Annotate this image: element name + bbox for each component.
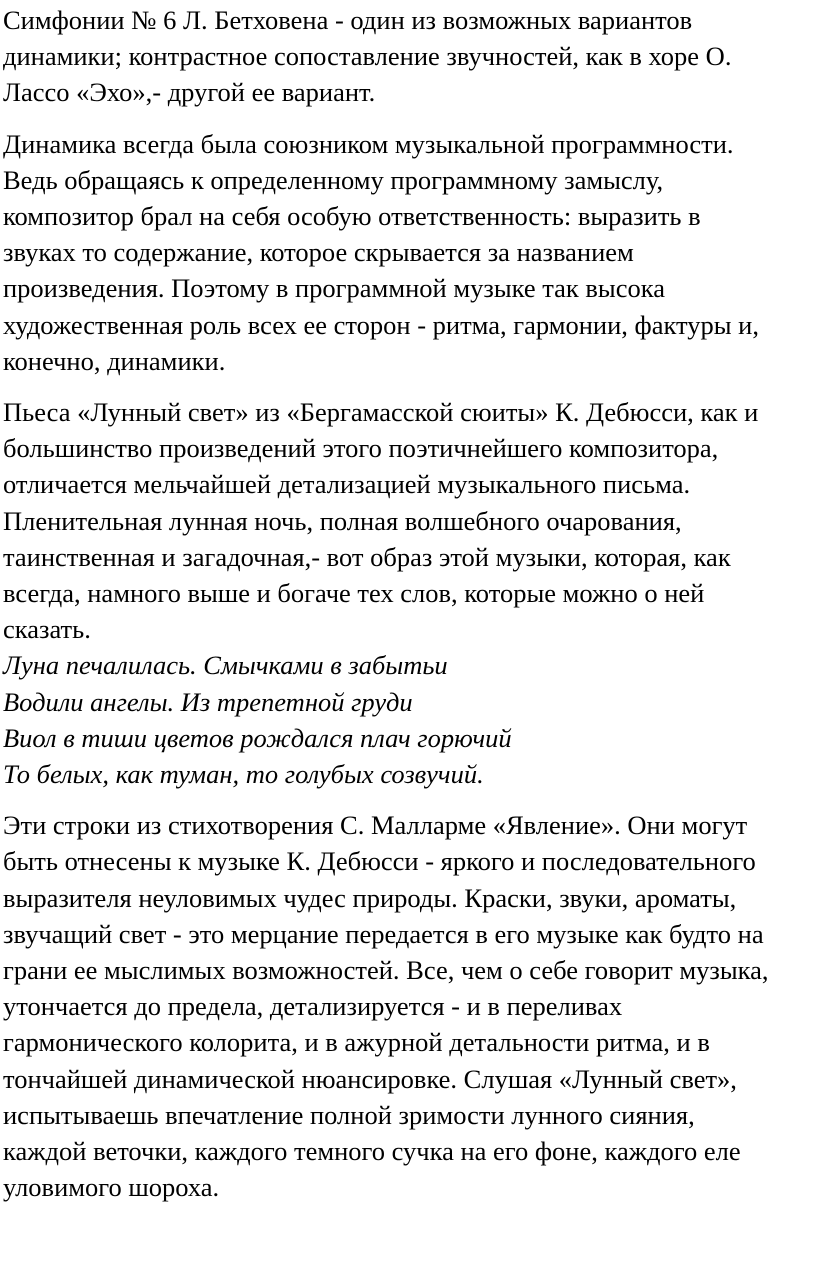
- poem-line: Луна печалилась. Смычками в забытьи: [3, 650, 448, 681]
- text-line: художественная роль всех ее сторон - ритма, гармонии, фактуры и,: [3, 309, 759, 340]
- text-line: отличается мельчайшей детализацией музыкального письма.: [3, 469, 691, 500]
- text-line: всегда, намного выше и богаче тех слов, которые можно о ней: [3, 578, 705, 609]
- text-line: Пьеса «Лунный свет» из «Бергамасской сюиты» К. Дебюсси, как и: [3, 397, 759, 428]
- poem-quote: [3, 647, 812, 792]
- text-line: Динамика всегда была союзником музыкальной программности.: [3, 128, 734, 159]
- text-line: грани ее мыслимых возможностей. Все, чем о себе говорит музыка,: [3, 955, 769, 986]
- text-line: уловимого шороха.: [3, 1172, 220, 1203]
- text-line: динамики; контрастное сопоставление звучностей, как в хоре О.: [3, 41, 732, 72]
- text-line: тончайшей динамической нюансировке. Слушая «Лунный свет»,: [3, 1063, 737, 1094]
- text-line: сказать.: [3, 614, 91, 645]
- text-line: утончается до предела, детализируется - и в переливах: [3, 991, 623, 1022]
- text-line: Симфонии № 6 Л. Бетховена - один из возможных вариантов: [3, 5, 693, 35]
- text-line: композитор брал на себя особую ответственность: выразить в: [3, 201, 701, 232]
- text-line: Лассо «Эхо»,- другой ее вариант.: [3, 77, 376, 108]
- text-line: произведения. Поэтому в программной музыке так высока: [3, 273, 665, 304]
- text-line: таинственная и загадочная,- вот образ этой музыки, которая, как: [3, 541, 731, 572]
- paragraph-clair-de-lune: [3, 394, 812, 647]
- text-line: гармонического колорита, и в ажурной детальности ритма, и в: [3, 1027, 710, 1058]
- text-line: испытываешь впечатление полной зримости лунного сияния,: [3, 1099, 695, 1130]
- text-line: звучащий свет - это мерцание передается в его музыке как будто на: [3, 918, 764, 949]
- paragraph-beethoven-dynamics: [3, 0, 812, 111]
- text-line: каждой веточки, каждого темного сучка на его фоне, каждого еле: [3, 1136, 741, 1167]
- text-line: Эти строки из стихотворения С. Малларме «Явление». Они могут: [3, 810, 748, 841]
- text-line: звуках то содержание, которое скрывается за названием: [3, 237, 634, 268]
- text-line: Пленительная лунная ночь, полная волшебного очарования,: [3, 505, 682, 536]
- text-line: Ведь обращаясь к определенному программному замыслу,: [3, 164, 664, 195]
- text-line: выразителя неуловимых чудес природы. Краски, звуки, ароматы,: [3, 882, 737, 913]
- text-line: быть отнесены к музыке К. Дебюсси - яркого и последовательного: [3, 846, 756, 877]
- poem-line: Водили ангелы. Из трепетной груди: [3, 686, 413, 717]
- text-line: конечно, динамики.: [3, 345, 226, 376]
- text-line: большинство произведений этого поэтичнейшего композитора,: [3, 433, 719, 464]
- paragraph-program-music: [3, 126, 812, 379]
- poem-line: То белых, как туман, то голубых созвучий.: [3, 759, 484, 790]
- poem-line: Виол в тиши цветов рождался плач горючий: [3, 722, 512, 753]
- paragraph-mallarme: [3, 807, 812, 1205]
